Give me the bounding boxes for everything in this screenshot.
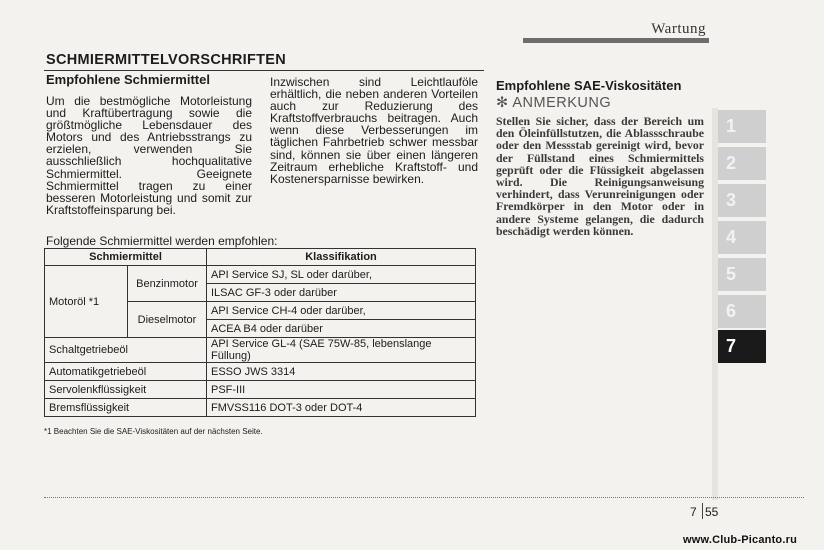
table-cell: FMVSS116 DOT-3 oder DOT-4 — [207, 399, 476, 417]
chapter-tab-7-active[interactable]: 7 — [718, 330, 766, 363]
table-cell: ACEA B4 oder darüber — [207, 320, 476, 338]
petrol-engine-cell: Benzinmotor — [128, 266, 207, 302]
table-cell-name: Bremsflüssigkeit — [45, 399, 207, 417]
table-cell: API Service GL-4 (SAE 75W-85, lebenslange Füllung) — [207, 338, 476, 363]
table-header-row — [45, 249, 476, 266]
footer-divider — [44, 497, 804, 498]
table-header-lubricant: Schmiermittel — [45, 249, 207, 266]
page-number: 55 — [705, 505, 719, 519]
table-row — [45, 338, 476, 363]
chapter-tab-3[interactable]: 3 — [718, 184, 766, 217]
table-row — [45, 266, 476, 284]
note-text: Stellen Sie sicher, dass der Bereich um den Öleinfüllstutzen, die Ablassschraube oder den Messstab gereinigt wird, bevor der Füllstand eines Schmiermittels geprüft oder die Flüssigkeit abgelassen wird. Die Reinigungsanweisung verhindert, dass Verunreinigungen oder Fremdkörper in den Motor oder in andere Systeme gelangen, die dadurch beschädigt werden können. — [496, 114, 704, 238]
note-heading: ✻ ANMERKUNG — [496, 95, 612, 111]
watermark: www.Club-Picanto.ru — [683, 534, 798, 546]
chapter-tab-2[interactable]: 2 — [718, 147, 766, 180]
table-footnote: *1 Beachten Sie die SAE-Viskositäten auf der nächsten Seite. — [44, 427, 263, 436]
header-title: Wartung — [651, 21, 706, 37]
section-divider — [44, 70, 484, 71]
chapter-tab-5[interactable]: 5 — [718, 258, 766, 291]
recommended-lubricants-text: Um die bestmögliche Motorleistung und Kraftübertragung sowie die größtmögliche Lebensdauer des Motors und des Antriebsstrangs zu erzielen, verwenden Sie ausschließlich hochqualitative Schmiermittel. Geeignete Schmiermittel tragen zu einer besseren Motorleistung und somit zur Kraftstoffeinsparung bei. — [46, 94, 252, 217]
recommended-lubricants-heading: Empfohlene Schmiermittel — [46, 72, 210, 87]
motor-oil-cell: Motoröl *1 — [45, 266, 128, 338]
chapter-tab-6[interactable]: 6 — [718, 295, 766, 328]
header-bar — [523, 38, 709, 43]
chapter-number: 7 — [690, 505, 697, 519]
diesel-engine-cell: Dieselmotor — [128, 302, 207, 338]
section-title: SCHMIERMITTELVORSCHRIFTEN — [46, 52, 287, 68]
table-cell: ILSAC GF-3 oder darüber — [207, 284, 476, 302]
table-intro: Folgende Schmiermittel werden empfohlen: — [46, 234, 278, 248]
table-cell: API Service CH-4 oder darüber, — [207, 302, 476, 320]
low-friction-oil-text: Inzwischen sind Leichtlauföle erhältlich, die neben anderen Vorteilen auch zur Reduzierung des Kraftstoffverbrauchs beitragen. Auch wenn diese Verbesserungen im täglichen Fahrbetrieb schwer messbar sind, können sie über einen längeren Zeitraum erhebliche Kraftstoff- und Kostenersparnisse bewirken. — [270, 75, 478, 186]
table-cell: PSF-III — [207, 381, 476, 399]
table-cell-name: Servolenkflüssigkeit — [45, 381, 207, 399]
page-number-separator — [702, 503, 703, 519]
table-row — [45, 399, 476, 417]
lubricant-table — [44, 248, 476, 417]
table-row — [45, 381, 476, 399]
table-cell: ESSO JWS 3314 — [207, 363, 476, 381]
table-cell-name: Schaltgetriebeöl — [45, 338, 207, 363]
table-cell-name: Automatikgetriebeöl — [45, 363, 207, 381]
chapter-tab-4[interactable]: 4 — [718, 221, 766, 254]
table-header-classification: Klassifikation — [207, 249, 476, 266]
table-cell: API Service SJ, SL oder darüber, — [207, 266, 476, 284]
sae-viscosity-heading: Empfohlene SAE-Viskositäten — [496, 78, 682, 93]
table-row — [45, 363, 476, 381]
chapter-tab-1[interactable]: 1 — [718, 110, 766, 143]
